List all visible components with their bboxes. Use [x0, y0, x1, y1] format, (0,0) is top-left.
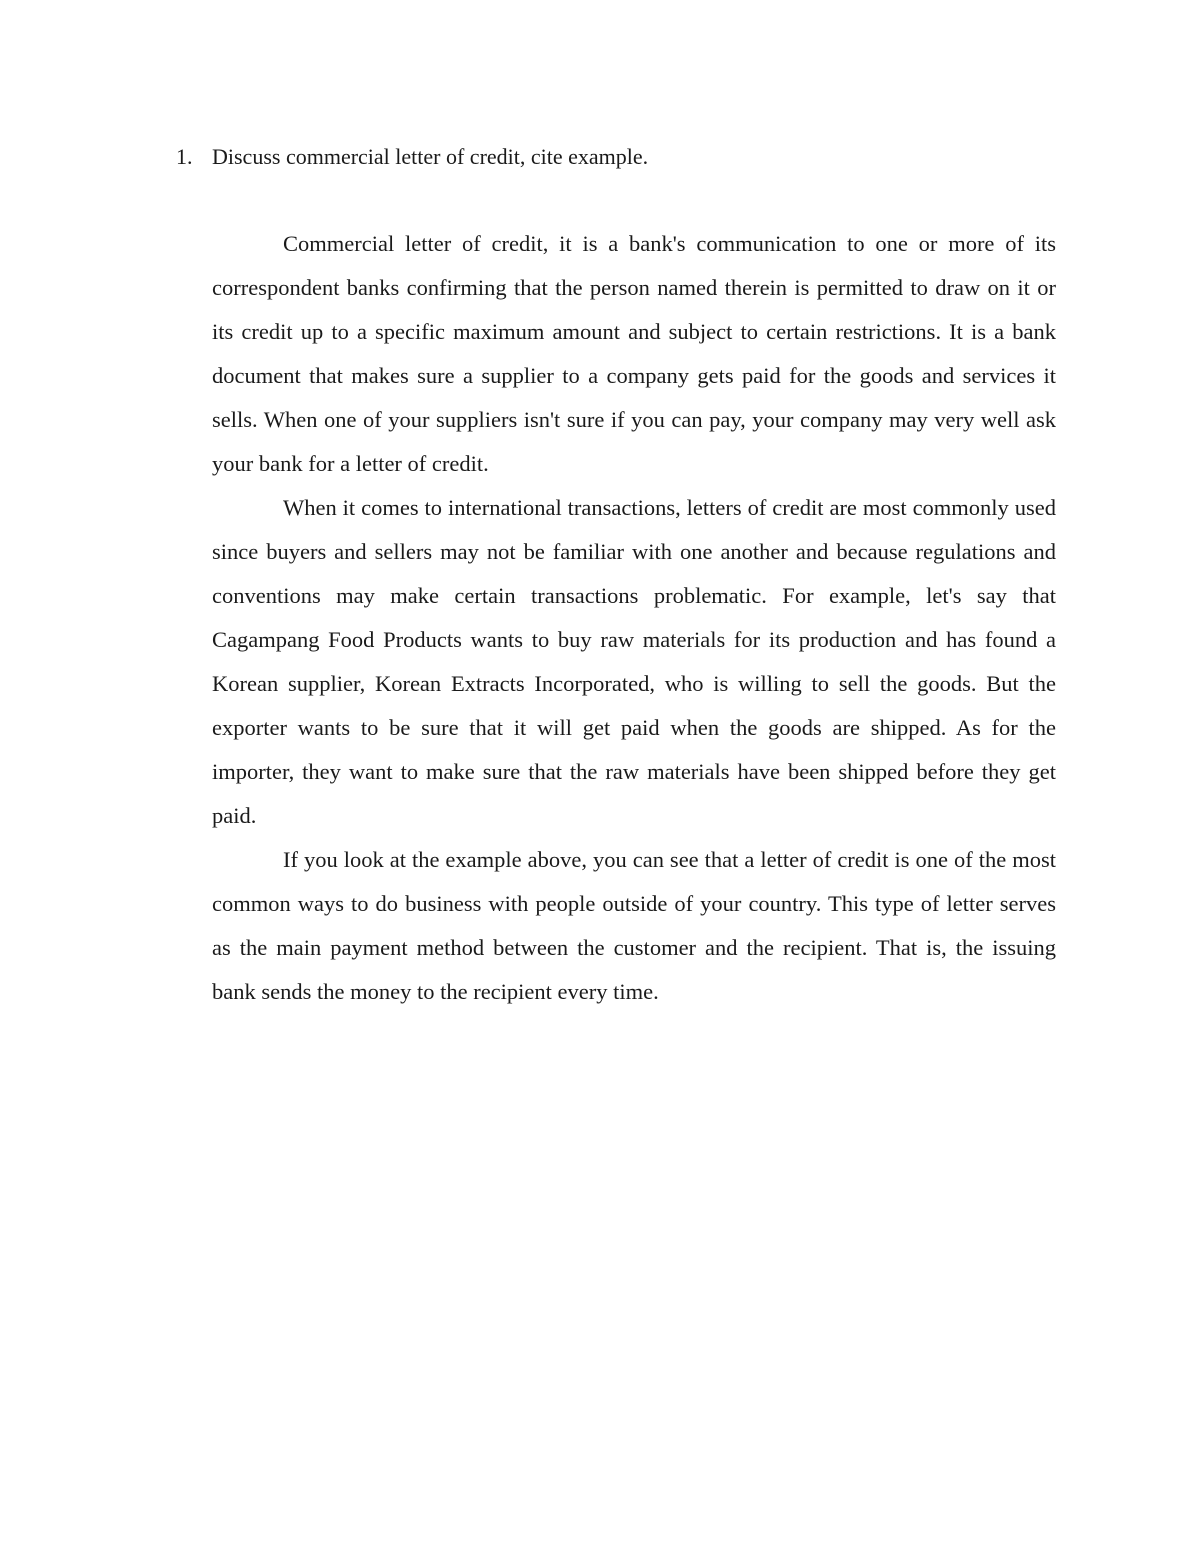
paragraph-example: When it comes to international transactions, letters of credit are most commonly used since buyers and sellers may not be familiar with one another and because regulations and conventions may make certain transactions problematic. For example, let's say that Cagampang Food Products wants to buy raw materials for its production and has found a Korean supplier, Korean Extracts Incorporated, who is willing to sell the goods. But the exporter wants to be sure that it will get paid when the goods are shipped. As for the importer, they want to make sure that the raw materials have been shipped before they get paid. — [212, 495, 1056, 828]
paragraph-conclusion: If you look at the example above, you can see that a letter of credit is one of the most common ways to do business with people outside of your country. This type of letter serves as the main payment method between the customer and the recipient. That is, the issuing bank sends the money to the recipient every time. — [212, 847, 1056, 1004]
question-number: 1. — [176, 144, 193, 169]
question-heading — [176, 142, 1056, 172]
paragraph-definition: Commercial letter of credit, it is a bank's communication to one or more of its correspondent banks confirming that the person named therein is permitted to draw on it or its credit up to a specific maximum amount and subject to certain restrictions. It is a bank document that makes sure a supplier to a company gets paid for the goods and services it sells. When one of your suppliers isn't sure if you can pay, your company may very well ask your bank for a letter of credit. — [212, 231, 1056, 476]
question-text: Discuss commercial letter of credit, cite example. — [212, 144, 649, 169]
answer-body — [212, 222, 1056, 1014]
